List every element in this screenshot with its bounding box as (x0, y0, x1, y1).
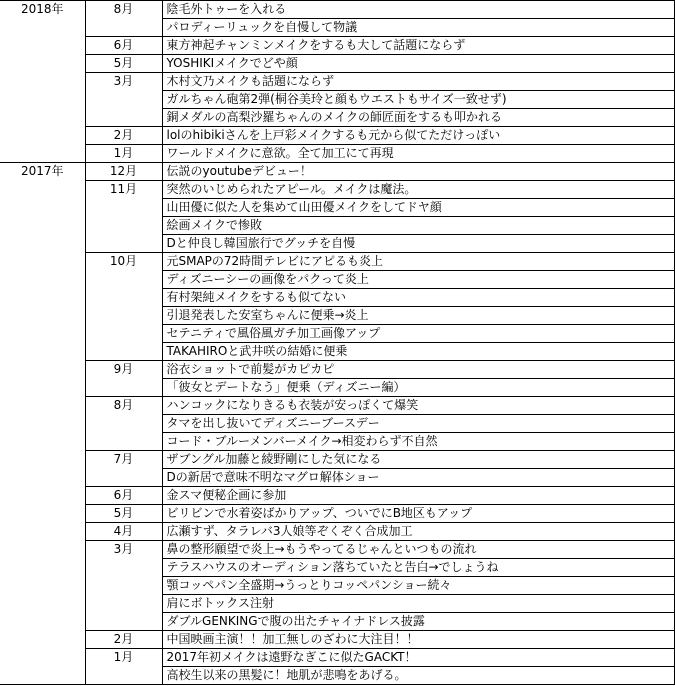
month-cell: 6月 (85, 487, 162, 505)
table-row (0, 559, 674, 577)
year-cell (0, 559, 85, 577)
year-cell (0, 415, 85, 433)
event-cell: 有村架純メイクをするも似てない (162, 289, 674, 307)
event-cell: 顎コッペパン全盛期→うっとりコッペパンショー続々 (162, 577, 674, 595)
event-cell: 陰毛外トゥーを入れる (162, 1, 674, 19)
event-cell: セテニティで風俗風ガチ加工画像アップ (162, 325, 674, 343)
event-cell: タマを出し抜いてディズニーブースデー (162, 415, 674, 433)
event-cell: コード・ブルーメンバーメイク→相変わらず不自然 (162, 433, 674, 451)
month-cell (85, 19, 162, 37)
year-cell (0, 649, 85, 667)
year-cell (0, 469, 85, 487)
table-row (0, 55, 674, 73)
year-cell (0, 127, 85, 145)
year-cell (0, 19, 85, 37)
event-cell: パロディーリュックを自慢して物議 (162, 19, 674, 37)
event-cell: ザブングル加藤と綾野剛にした気になる (162, 451, 674, 469)
year-cell (0, 55, 85, 73)
table-row (0, 361, 674, 379)
month-cell: 7月 (85, 451, 162, 469)
table-row (0, 217, 674, 235)
month-cell (85, 469, 162, 487)
table-row (0, 523, 674, 541)
year-cell (0, 325, 85, 343)
table-row (0, 289, 674, 307)
year-cell (0, 505, 85, 523)
month-cell: 9月 (85, 361, 162, 379)
year-cell (0, 73, 85, 91)
month-cell: 5月 (85, 55, 162, 73)
table-row (0, 181, 674, 199)
event-cell: ダブルGENKINGで腹の出たチャイナドレス披露 (162, 613, 674, 631)
month-cell (85, 199, 162, 217)
event-cell: ガルちゃん砲第2弾(桐谷美玲と顔もウエストもサイズ一致せず) (162, 91, 674, 109)
table-row (0, 613, 674, 631)
table-row (0, 307, 674, 325)
event-cell: 銅メダルの高梨沙羅ちゃんのメイクの師匠面をするも叩かれる (162, 109, 674, 127)
year-cell (0, 235, 85, 253)
month-cell: 8月 (85, 397, 162, 415)
month-cell (85, 577, 162, 595)
table-row (0, 145, 674, 163)
event-cell: ディズニーシーの画像をパクって炎上 (162, 271, 674, 289)
year-cell (0, 271, 85, 289)
event-cell: 金スマ便秘企画に参加 (162, 487, 674, 505)
table-row (0, 109, 674, 127)
month-cell: 8月 (85, 1, 162, 19)
event-cell: 伝説のyoutubeデビュー！ (162, 163, 674, 181)
event-cell: YOSHIKIメイクでどや顔 (162, 55, 674, 73)
year-cell (0, 217, 85, 235)
year-cell (0, 91, 85, 109)
table-row (0, 127, 674, 145)
month-cell (85, 595, 162, 613)
year-cell (0, 523, 85, 541)
year-cell (0, 289, 85, 307)
month-cell: 1月 (85, 649, 162, 667)
month-cell (85, 91, 162, 109)
month-cell: 6月 (85, 37, 162, 55)
year-cell (0, 397, 85, 415)
event-cell: 2017年初メイクは遠野なぎこに似たGACKT！ (162, 649, 674, 667)
year-cell (0, 307, 85, 325)
year-cell (0, 487, 85, 505)
table-row (0, 487, 674, 505)
year-cell (0, 613, 85, 631)
event-cell: 肩にボトックス注射 (162, 595, 674, 613)
month-cell: 11月 (85, 181, 162, 199)
table-row (0, 19, 674, 37)
month-cell: 2月 (85, 127, 162, 145)
month-cell: 4月 (85, 523, 162, 541)
event-cell: TAKAHIROと武井咲の結婚に便乗 (162, 343, 674, 361)
month-cell (85, 235, 162, 253)
event-cell: Dの新居で意味不明なマグロ解体ショー (162, 469, 674, 487)
event-cell: 「彼女とデートなう」便乗（ディズニー編） (162, 379, 674, 397)
table-row (0, 271, 674, 289)
month-cell (85, 217, 162, 235)
event-cell: 東方神起チャンミンメイクをするも大して話題にならず (162, 37, 674, 55)
month-cell: 3月 (85, 541, 162, 559)
event-cell: 広瀬すず、タラレバ3人娘等ぞくぞく合成加工 (162, 523, 674, 541)
table-row (0, 595, 674, 613)
year-cell (0, 631, 85, 649)
year-cell: 2017年 (0, 163, 85, 181)
table-row (0, 415, 674, 433)
year-cell (0, 145, 85, 163)
table-row (0, 1, 674, 19)
table-row (0, 91, 674, 109)
month-cell (85, 289, 162, 307)
event-cell: ハンコックになりきるも衣装が安っぽくて爆笑 (162, 397, 674, 415)
table-row (0, 541, 674, 559)
table-row (0, 667, 674, 685)
timeline-body (0, 1, 674, 685)
year-cell (0, 109, 85, 127)
event-cell: 中国映画主演！！加工無しのざわに大注目！！ (162, 631, 674, 649)
event-cell: 絵画メイクで惨敗 (162, 217, 674, 235)
year-cell (0, 595, 85, 613)
event-cell: 高校生以来の黒髪に！地肌が悲鳴をあげる。 (162, 667, 674, 685)
month-cell (85, 559, 162, 577)
event-cell: Dと仲良し韓国旅行でグッチを自慢 (162, 235, 674, 253)
event-cell: テラスハウスのオーディション落ちていたと告白→でしょうね (162, 559, 674, 577)
table-row (0, 469, 674, 487)
event-cell: ワールドメイクに意欲。全て加工にて再現 (162, 145, 674, 163)
year-cell (0, 379, 85, 397)
month-cell (85, 613, 162, 631)
year-cell: 2018年 (0, 1, 85, 19)
table-row (0, 505, 674, 523)
month-cell (85, 271, 162, 289)
table-row (0, 397, 674, 415)
month-cell (85, 379, 162, 397)
year-cell (0, 433, 85, 451)
year-cell (0, 451, 85, 469)
table-row (0, 73, 674, 91)
year-cell (0, 181, 85, 199)
event-cell: 山田優に似た人を集めて山田優メイクをしてドヤ顔 (162, 199, 674, 217)
table-row (0, 433, 674, 451)
year-cell (0, 541, 85, 559)
event-cell: lolのhibikiさんを上戸彩メイクするも元から似てただけっぽい (162, 127, 674, 145)
month-cell (85, 415, 162, 433)
month-cell (85, 325, 162, 343)
event-cell: 引退発表した安室ちゃんに便乗→炎上 (162, 307, 674, 325)
month-cell (85, 667, 162, 685)
month-cell: 10月 (85, 253, 162, 271)
year-cell (0, 199, 85, 217)
month-cell: 2月 (85, 631, 162, 649)
table-row (0, 649, 674, 667)
table-row (0, 37, 674, 55)
month-cell (85, 343, 162, 361)
table-row (0, 325, 674, 343)
year-cell (0, 577, 85, 595)
table-row (0, 577, 674, 595)
year-cell (0, 37, 85, 55)
event-cell: ビリビンで水着姿ばかりアップ、ついでにB地区もアップ (162, 505, 674, 523)
year-cell (0, 667, 85, 685)
table-row (0, 631, 674, 649)
event-cell: 元SMAPの72時間テレビにアピるも炎上 (162, 253, 674, 271)
event-cell: 木村文乃メイクも話題にならず (162, 73, 674, 91)
event-cell: 鼻の整形願望で炎上→もうやってるじゃんといつもの流れ (162, 541, 674, 559)
year-cell (0, 361, 85, 379)
table-row (0, 163, 674, 181)
year-cell (0, 253, 85, 271)
month-cell: 12月 (85, 163, 162, 181)
event-cell: 浴衣ショットで前髪がカピカピ (162, 361, 674, 379)
event-cell: 突然のいじめられたアピール。メイクは魔法。 (162, 181, 674, 199)
month-cell: 1月 (85, 145, 162, 163)
month-cell (85, 433, 162, 451)
month-cell: 5月 (85, 505, 162, 523)
month-cell: 3月 (85, 73, 162, 91)
month-cell (85, 109, 162, 127)
table-row (0, 199, 674, 217)
table-row (0, 253, 674, 271)
table-row (0, 235, 674, 253)
table-row (0, 379, 674, 397)
table-row (0, 451, 674, 469)
year-cell (0, 343, 85, 361)
table-row (0, 343, 674, 361)
month-cell (85, 307, 162, 325)
